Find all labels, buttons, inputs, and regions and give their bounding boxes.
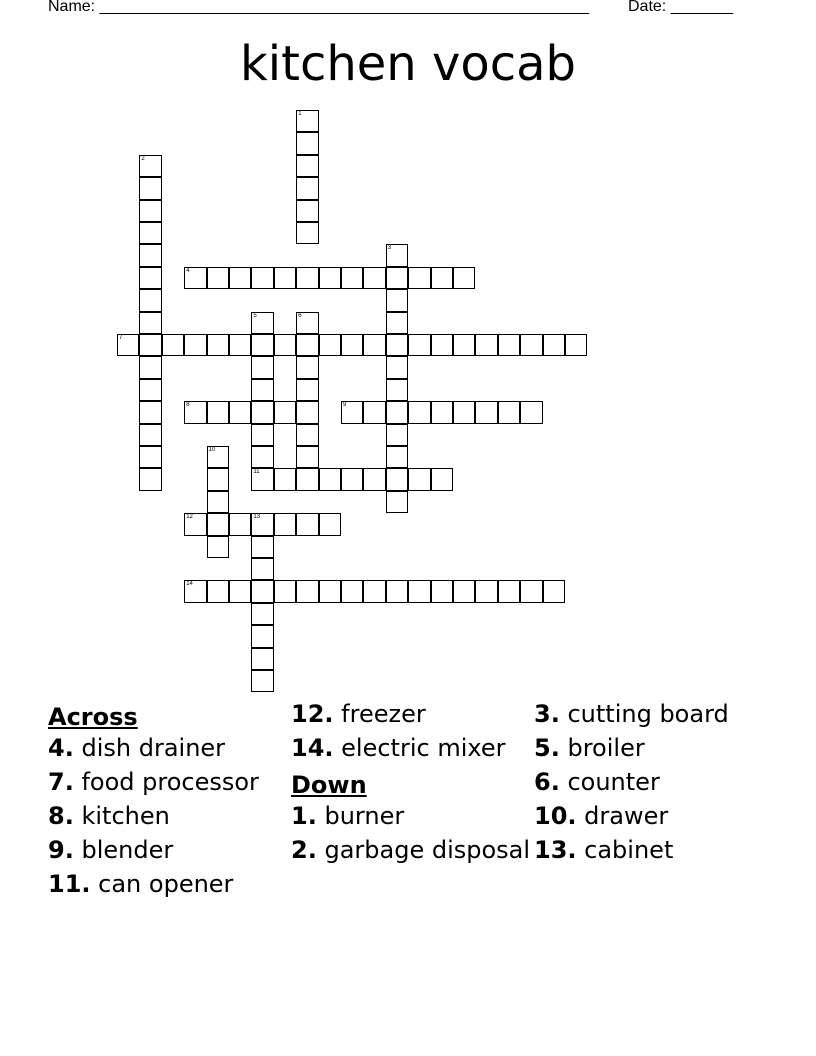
grid-cell[interactable] xyxy=(251,648,273,670)
clue-number: 12 xyxy=(186,514,193,521)
clue-number: 3 xyxy=(387,245,392,252)
grid-cell[interactable] xyxy=(341,401,363,423)
grid-cell[interactable] xyxy=(363,580,385,602)
grid-cell[interactable] xyxy=(251,446,273,468)
clue-item-number: 13. xyxy=(534,836,577,864)
grid-cell[interactable] xyxy=(139,401,161,423)
grid-cell[interactable] xyxy=(341,468,363,490)
clue-number: 2 xyxy=(141,155,145,162)
clue-item-text: freezer xyxy=(341,700,426,728)
grid-cell[interactable] xyxy=(319,468,341,490)
clue-item xyxy=(291,734,531,762)
clue-column-1 xyxy=(48,700,288,904)
grid-cell[interactable] xyxy=(408,580,430,602)
grid-cell[interactable] xyxy=(139,312,161,334)
grid-cell[interactable] xyxy=(251,625,273,647)
clue-item-number: 8. xyxy=(48,802,74,830)
grid-cell[interactable] xyxy=(207,267,229,289)
grid-cell[interactable] xyxy=(296,513,318,535)
grid-cell[interactable] xyxy=(251,603,273,625)
grid-cell[interactable] xyxy=(274,267,296,289)
clue-item-number: 14. xyxy=(291,734,334,762)
clue-number: 11 xyxy=(253,469,260,476)
grid-cell[interactable] xyxy=(341,334,363,356)
clue-item-number: 2. xyxy=(291,836,317,864)
clue-item xyxy=(48,870,288,898)
clue-item-number: 6. xyxy=(534,768,560,796)
clue-item-text: electric mixer xyxy=(341,734,506,762)
clue-item-text: blender xyxy=(81,836,174,864)
clue-item-number: 5. xyxy=(534,734,560,762)
grid-cell[interactable] xyxy=(520,334,542,356)
grid-cell[interactable] xyxy=(386,267,408,289)
grid-cell[interactable] xyxy=(408,401,430,423)
grid-cell[interactable] xyxy=(274,401,296,423)
grid-cell[interactable] xyxy=(117,334,139,356)
clue-number: 14 xyxy=(186,581,193,588)
grid-cell[interactable] xyxy=(386,580,408,602)
clue-column-2 xyxy=(291,700,531,870)
grid-cell[interactable] xyxy=(565,334,587,356)
name-field-label: Name: _______________________________________________________ xyxy=(48,0,589,15)
grid-cell[interactable] xyxy=(319,580,341,602)
clue-item xyxy=(534,700,774,728)
clue-item-text: burner xyxy=(324,802,405,830)
grid-cell[interactable] xyxy=(184,334,206,356)
grid-cell[interactable] xyxy=(386,491,408,513)
grid-cell[interactable] xyxy=(453,401,475,423)
grid-cell[interactable] xyxy=(296,468,318,490)
clue-item xyxy=(48,802,288,830)
grid-cell[interactable] xyxy=(207,580,229,602)
grid-cell[interactable] xyxy=(251,356,273,378)
grid-cell[interactable] xyxy=(296,312,318,334)
clue-item-text: counter xyxy=(567,768,660,796)
grid-cell[interactable] xyxy=(139,200,161,222)
clue-item xyxy=(48,734,288,762)
grid-cell[interactable] xyxy=(431,267,453,289)
clue-item-number: 11. xyxy=(48,870,91,898)
clue-item-text: dish drainer xyxy=(81,734,226,762)
grid-cell[interactable] xyxy=(139,289,161,311)
clue-item-text: drawer xyxy=(584,802,669,830)
clue-item-number: 7. xyxy=(48,768,74,796)
clue-section-header: Across xyxy=(48,703,138,731)
clue-item-number: 10. xyxy=(534,802,577,830)
clue-item xyxy=(534,768,774,796)
clue-item xyxy=(291,700,531,728)
grid-cell[interactable] xyxy=(139,244,161,266)
grid-cell[interactable] xyxy=(139,155,161,177)
grid-cell[interactable] xyxy=(207,446,229,468)
grid-cell[interactable] xyxy=(139,468,161,490)
grid-cell[interactable] xyxy=(341,580,363,602)
grid-cell[interactable] xyxy=(251,670,273,692)
grid-cell[interactable] xyxy=(386,468,408,490)
grid-cell[interactable] xyxy=(207,468,229,490)
grid-cell[interactable] xyxy=(386,244,408,266)
grid-cell[interactable] xyxy=(229,334,251,356)
grid-cell[interactable] xyxy=(296,446,318,468)
grid-cell[interactable] xyxy=(386,289,408,311)
grid-cell[interactable] xyxy=(431,401,453,423)
grid-cell[interactable] xyxy=(386,446,408,468)
grid-cell[interactable] xyxy=(229,513,251,535)
grid-cell[interactable] xyxy=(207,536,229,558)
grid-cell[interactable] xyxy=(296,222,318,244)
grid-cell[interactable] xyxy=(431,334,453,356)
clue-item-text: can opener xyxy=(98,870,234,898)
grid-cell[interactable] xyxy=(296,132,318,154)
clue-number: 4 xyxy=(186,267,190,274)
grid-cell[interactable] xyxy=(296,334,318,356)
grid-cell[interactable] xyxy=(319,267,341,289)
grid-cell[interactable] xyxy=(251,468,273,490)
grid-cell[interactable] xyxy=(229,267,251,289)
grid-cell[interactable] xyxy=(139,379,161,401)
grid-cell[interactable] xyxy=(162,334,184,356)
grid-cell[interactable] xyxy=(139,424,161,446)
grid-cell[interactable] xyxy=(207,401,229,423)
clue-number: 8 xyxy=(186,402,190,409)
grid-cell[interactable] xyxy=(184,513,206,535)
grid-cell[interactable] xyxy=(296,155,318,177)
clue-item xyxy=(291,802,531,830)
clue-number: 13 xyxy=(253,514,261,521)
clue-item xyxy=(534,802,774,830)
grid-cell[interactable] xyxy=(251,536,273,558)
grid-cell[interactable] xyxy=(498,580,520,602)
grid-cell[interactable] xyxy=(139,177,161,199)
clue-item xyxy=(534,734,774,762)
grid-cell[interactable] xyxy=(139,267,161,289)
grid-cell[interactable] xyxy=(386,334,408,356)
clue-section-header: Down xyxy=(291,771,367,799)
grid-cell[interactable] xyxy=(184,401,206,423)
grid-cell[interactable] xyxy=(207,513,229,535)
grid-cell[interactable] xyxy=(274,513,296,535)
grid-cell[interactable] xyxy=(274,468,296,490)
grid-cell[interactable] xyxy=(139,222,161,244)
clue-item-number: 12. xyxy=(291,700,334,728)
grid-cell[interactable] xyxy=(296,580,318,602)
clue-item xyxy=(534,836,774,864)
grid-cell[interactable] xyxy=(207,491,229,513)
grid-cell[interactable] xyxy=(296,200,318,222)
grid-cell[interactable] xyxy=(475,580,497,602)
clue-item-number: 9. xyxy=(48,836,74,864)
grid-cell[interactable] xyxy=(386,356,408,378)
clue-item xyxy=(291,836,531,864)
grid-cell[interactable] xyxy=(520,580,542,602)
grid-cell[interactable] xyxy=(543,334,565,356)
grid-cell[interactable] xyxy=(274,580,296,602)
grid-cell[interactable] xyxy=(408,267,430,289)
grid-cell[interactable] xyxy=(296,424,318,446)
grid-cell[interactable] xyxy=(251,312,273,334)
grid-cell[interactable] xyxy=(386,401,408,423)
grid-cell[interactable] xyxy=(251,401,273,423)
grid-cell[interactable] xyxy=(274,334,296,356)
clue-item-text: garbage disposal xyxy=(324,836,531,864)
clue-item-text: broiler xyxy=(567,734,645,762)
grid-cell[interactable] xyxy=(386,424,408,446)
grid-cell[interactable] xyxy=(251,334,273,356)
grid-cell[interactable] xyxy=(184,267,206,289)
clue-item-text: kitchen xyxy=(81,802,170,830)
clue-column-3 xyxy=(534,700,774,870)
clue-number: 9 xyxy=(343,402,347,409)
grid-cell[interactable] xyxy=(296,356,318,378)
clue-number: 6 xyxy=(298,312,302,319)
grid-cell[interactable] xyxy=(408,334,430,356)
clue-number: 5 xyxy=(253,312,257,319)
grid-cell[interactable] xyxy=(363,267,385,289)
grid-cell[interactable] xyxy=(386,312,408,334)
grid-cell[interactable] xyxy=(543,580,565,602)
grid-cell[interactable] xyxy=(363,334,385,356)
grid-cell[interactable] xyxy=(296,401,318,423)
grid-cell[interactable] xyxy=(475,401,497,423)
grid-cell[interactable] xyxy=(319,334,341,356)
grid-cell[interactable] xyxy=(453,334,475,356)
grid-cell[interactable] xyxy=(251,424,273,446)
grid-cell[interactable] xyxy=(229,401,251,423)
clue-item xyxy=(48,768,288,796)
clue-item-number: 4. xyxy=(48,734,74,762)
clue-number: 7 xyxy=(119,335,123,341)
clue-item-text: cabinet xyxy=(584,836,674,864)
grid-cell[interactable] xyxy=(296,379,318,401)
grid-cell[interactable] xyxy=(251,379,273,401)
grid-cell[interactable] xyxy=(184,580,206,602)
grid-cell[interactable] xyxy=(139,356,161,378)
grid-cell[interactable] xyxy=(251,558,273,580)
grid-cell[interactable] xyxy=(319,513,341,535)
clue-item-text: food processor xyxy=(81,768,259,796)
grid-cell[interactable] xyxy=(453,267,475,289)
clue-item-text: cutting board xyxy=(567,700,729,728)
grid-cell[interactable] xyxy=(453,580,475,602)
grid-cell[interactable] xyxy=(498,401,520,423)
grid-cell[interactable] xyxy=(341,267,363,289)
clue-number: 1 xyxy=(298,111,302,117)
grid-cell[interactable] xyxy=(251,580,273,602)
grid-cell[interactable] xyxy=(207,334,229,356)
grid-cell[interactable] xyxy=(363,468,385,490)
clue-item xyxy=(48,836,288,864)
grid-cell[interactable] xyxy=(475,334,497,356)
grid-cell[interactable] xyxy=(296,110,318,132)
grid-cell[interactable] xyxy=(408,468,430,490)
grid-cell[interactable] xyxy=(431,580,453,602)
grid-cell[interactable] xyxy=(251,267,273,289)
page-title: kitchen vocab xyxy=(239,36,577,92)
grid-cell[interactable] xyxy=(139,334,161,356)
grid-cell[interactable] xyxy=(363,401,385,423)
grid-cell[interactable] xyxy=(229,580,251,602)
date-field-label: Date: _______ xyxy=(628,0,733,15)
clue-item-number: 3. xyxy=(534,700,560,728)
grid-cell[interactable] xyxy=(296,177,318,199)
grid-cell[interactable] xyxy=(498,334,520,356)
grid-cell[interactable] xyxy=(296,267,318,289)
clue-item-number: 1. xyxy=(291,802,317,830)
grid-cell[interactable] xyxy=(386,379,408,401)
grid-cell[interactable] xyxy=(431,468,453,490)
grid-cell[interactable] xyxy=(251,513,273,535)
clue-number: 10 xyxy=(208,447,216,453)
grid-cell[interactable] xyxy=(139,446,161,468)
grid-cell[interactable] xyxy=(520,401,542,423)
